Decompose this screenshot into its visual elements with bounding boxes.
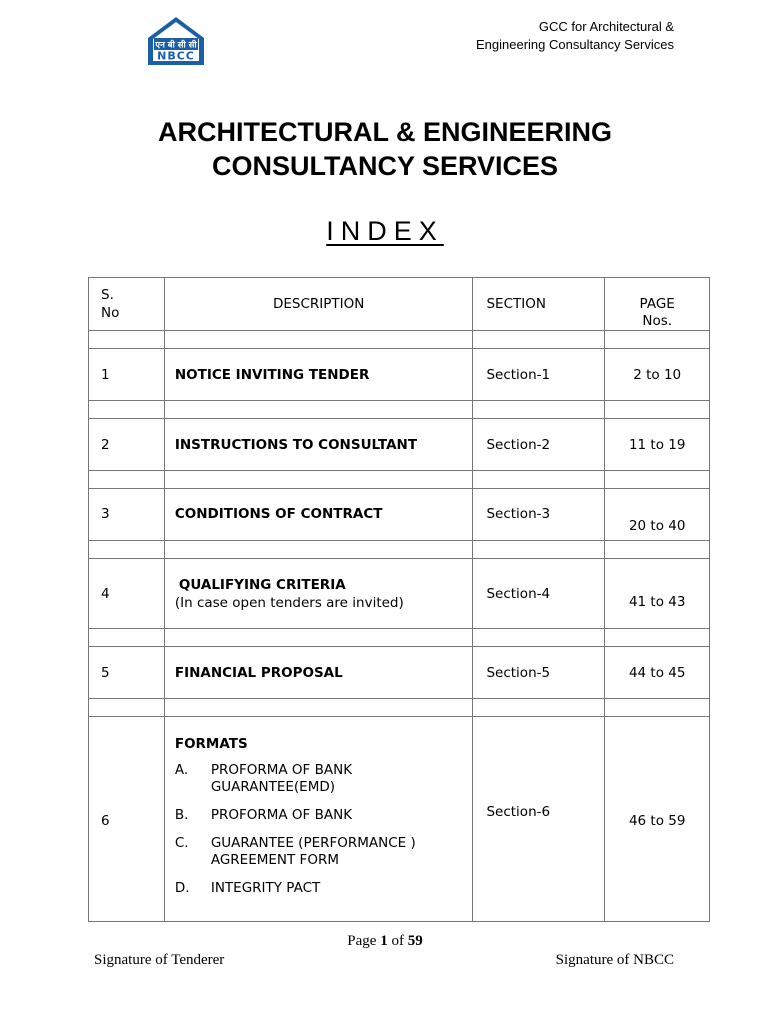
row-description: INSTRUCTIONS TO CONSULTANT [164,419,473,471]
row-description: CONDITIONS OF CONTRACT [164,489,473,541]
table-row [89,559,710,629]
list-item-letter: B. [174,807,189,823]
spacer-row [89,699,710,717]
spacer-row [89,471,710,489]
row-sno: 1 [89,349,165,401]
page-prefix: Page [347,933,377,949]
list-item [175,807,473,824]
spacer-row [89,401,710,419]
title-line-1: ARCHITECTURAL & ENGINEERING [157,117,613,147]
row-sno: 3 [89,489,165,541]
row-description: NOTICE INVITING TENDER [164,349,473,401]
row-subtitle: (In case open tenders are invited) [174,594,404,611]
row-pages: 2 to 10 [605,349,710,401]
list-item [175,835,473,869]
page-of: of [391,933,404,949]
signature-nbcc: Signature of NBCC [555,952,674,968]
row-section: Section-6 [473,717,605,922]
list-item-text: INTEGRITY PACT [210,880,321,896]
list-item-text: PROFORMA OF BANK [210,807,353,823]
row-description: FORMATS [174,736,248,752]
header-line-2: Engineering Consultancy Services [476,37,674,52]
row-description: QUALIFYING CRITERIA [178,576,346,593]
table-row [89,419,710,471]
spacer-row [89,331,710,349]
row-sno: 4 [89,559,165,629]
document-title [0,115,770,183]
table-header-row [89,278,710,331]
running-header [476,18,674,54]
nbcc-logo [146,16,206,66]
row-pages: 11 to 19 [605,419,710,471]
row-sno: 5 [89,647,165,699]
page-number [0,933,770,950]
row-section: Section-3 [473,489,605,541]
list-item-letter: C. [174,835,189,851]
page-current: 1 [380,933,388,949]
spacer-row [89,541,710,559]
row-sno: 2 [89,419,165,471]
list-item-text: GUARANTEE (PERFORMANCE ) AGREEMENT FORM [210,835,416,868]
header-section: SECTION [473,278,605,331]
list-item-letter: D. [174,880,190,896]
page-total: 59 [407,933,423,949]
table-row [89,489,710,541]
logo-hindi-text: एन बी सी सी [155,40,197,51]
row-section: Section-1 [473,349,605,401]
formats-list [175,762,473,897]
row-pages: 44 to 45 [605,647,710,699]
row-sno: 6 [89,717,165,922]
row-section: Section-4 [473,559,605,629]
row-pages: 46 to 59 [605,717,710,922]
signature-tenderer: Signature of Tenderer [94,952,225,968]
header-line-1: GCC for Architectural & [538,19,674,34]
index-table [88,277,710,922]
row-pages: 41 to 43 [605,559,710,629]
list-item-text: PROFORMA OF BANK GUARANTEE(EMD) [210,762,353,795]
list-item [175,762,473,796]
list-item [175,880,473,897]
logo-text: NBCC [157,49,195,63]
header-sno: S. No [89,278,165,331]
table-row [89,349,710,401]
row-description: FINANCIAL PROPOSAL [164,647,473,699]
header-description: DESCRIPTION [164,278,473,331]
list-item-letter: A. [174,762,189,778]
table-row [89,647,710,699]
row-section: Section-5 [473,647,605,699]
header-page: PAGE Nos. [605,278,710,331]
row-section: Section-2 [473,419,605,471]
index-heading: INDEX [326,216,444,246]
spacer-row [89,629,710,647]
table-row [89,717,710,922]
title-line-2: CONSULTANCY SERVICES [211,151,559,181]
row-pages: 20 to 40 [605,489,710,541]
